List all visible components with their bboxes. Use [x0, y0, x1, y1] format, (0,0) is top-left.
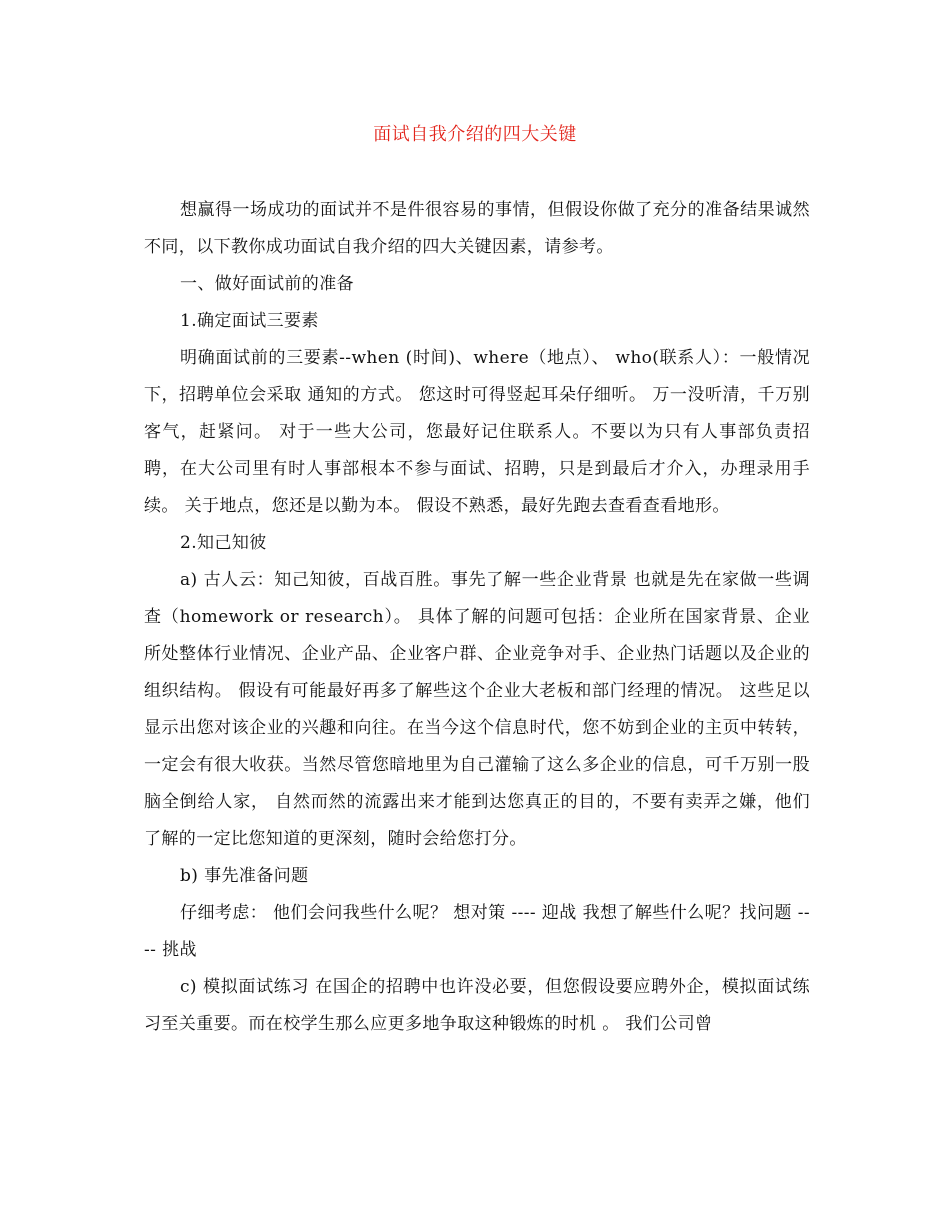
paragraph-prepare-questions: 仔细考虑： 他们会问我些什么呢？ 想对策 ---- 迎战 我想了解些什么呢？找问题 ---- 挑战 — [144, 903, 810, 960]
paragraph-know-yourself: a) 古人云：知己知彼，百战百胜。事先了解一些企业背景 也就是先在家做一些调查（homework or research）。 具体了解的问题可包括：企业所在国家背景、企业所处整体行业情况、企业产品、企业客户群、企业竞争对手、企业热门话题以及企业的组织结构。 假设有可能最好再多了解些这个企业大老板和部门经理的情况。 这些足以显示出您对该企业的兴趣和向往。在当今这个信息时代，您不妨到企业的主页中转转，一定会有很大收获。当然尽管您暗地里为自己灌输了这么多企业的信息，可千万别一股脑全倒给人家， 自然而然的流露出来才能到达您真正的目的，不要有卖弄之嫌，他们了解的一定比您知道的更深刻，随时会给您打分。 — [144, 570, 810, 849]
intro-paragraph: 想赢得一场成功的面试并不是件很容易的事情，但假设你做了充分的准备结果诚然不同，以下教你成功面试自我介绍的四大关键因素，请参考。 — [144, 200, 810, 257]
paragraph-mock-interview: c) 模拟面试练习 在国企的招聘中也许没必要，但您假设要应聘外企，模拟面试练习至关重要。而在校学生那么应更多地争取这种锻炼的时机 。 我们公司曾 — [144, 977, 810, 1034]
document-body — [144, 192, 810, 1043]
section-heading-preparation: 一、做好面试前的准备 — [180, 274, 354, 294]
document-title: 面试自我介绍的四大关键 — [373, 124, 577, 145]
subheading-three-elements: 1.确定面试三要素 — [180, 311, 319, 331]
paragraph-three-elements: 明确面试前的三要素--when (时间)、where（地点）、 who(联系人）：一般情况下，招聘单位会采取 通知的方式。 您这时可得竖起耳朵仔细听。 万一没听清，千万别客气，赶紧问。 对于一些大公司，您最好记住联系人。不要以为只有人事部负责招聘，在大公司里有时人事部根本不参与面试、招聘，只是到最后才介入，办理录用手续。 关于地点，您还是以勤为本。 假设不熟悉，最好先跑去查看查看地形。 — [144, 348, 810, 516]
subheading-know-yourself: 2.知己知彼 — [180, 533, 267, 553]
subheading-prepare-questions: b) 事先准备问题 — [180, 866, 309, 886]
